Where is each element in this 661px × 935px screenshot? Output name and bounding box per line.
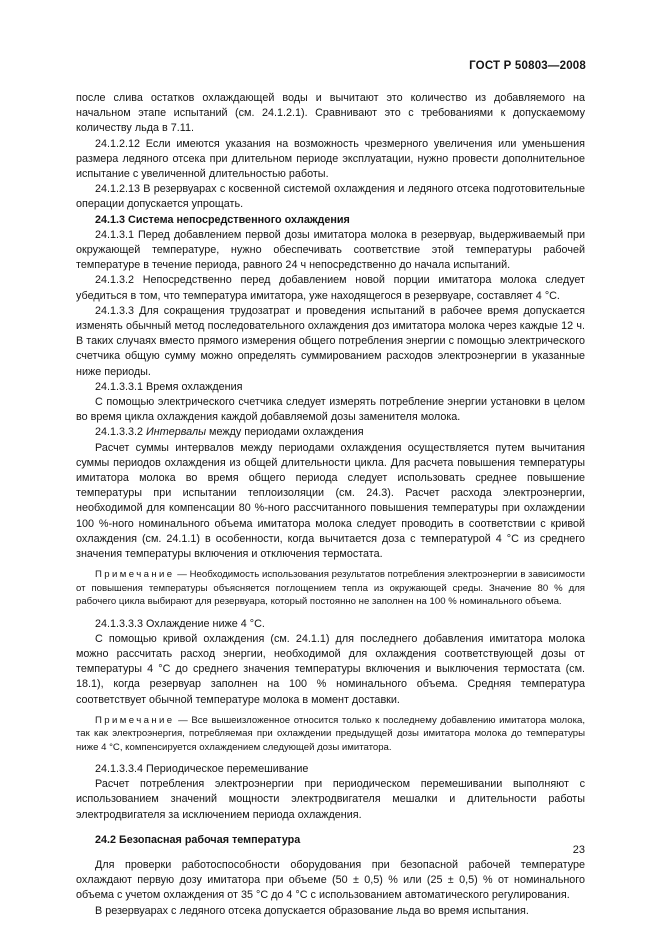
note-text: — Все вышеизложенное относится только к последнему добавлению имитатора молока, так как электроэнергия, потребляемая при охлаждении предыдущей дозы имитатора молока до температуры ниже 4 °С, компенсируется охлаждением следующей дозы имитатора. (76, 714, 585, 753)
paragraph: С помощью кривой охлаждения (см. 24.1.1) для последнего добавления имитатора молока можно рассчитать расход энергии, необходимой для охлаждения соответствующей дозы от температуры 4 °С до среднего значения температуры включения и выключения термостата (см. 18.1), когда резервуар заполнен на 100 % номинального объема. Средняя температура соответствует обычной температуре молока в момент доставки. (76, 632, 585, 706)
italic-term: Интервалы (146, 426, 207, 439)
paragraph: Расчет суммы интервалов между периодами охлаждения осуществляется путем вычитания суммы периодов охлаждения из общей длительности цикла. Для расчета повышения температуры имитатора молока во время общего периода следует использовать среднее повышение температуры при испытании теплоизоляции (см. 24.3). Расчет расхода электроэнергии, необходимой для компенсации 80 %-ного рассчитанного повышения температуры при охлаждении 100 %-ного номинального объема имитатора молока следует проводить в соответствии с кривой охлаждения (см. 24.1.1) в особенности, когда вычитается доза с температурой 4 °С из среднего значения температуры включения и отключения термостата. (76, 441, 585, 561)
note (76, 714, 585, 754)
section-heading-24-1-3: 24.1.3 Система непосредственного охлаждения (95, 213, 350, 226)
page-body (76, 91, 585, 919)
document-header: ГОСТ Р 50803—2008 (469, 60, 586, 72)
note-label: Примечание (95, 714, 175, 726)
paragraph: В резервуарах с ледяного отсека допускается образование льда во время испытания. (95, 904, 529, 917)
note-text: — Необходимость использования результатов потребления электроэнергии в зависимости от повышения температуры объясняется поглощением тепла из окружающей среды. Значение 80 % для рабочего цикла выбирают для резервуара, который постоянно не заполнен на 100 % номинального объема. (76, 569, 585, 608)
subclause-heading-24-1-3-3-2 (76, 425, 585, 440)
note (76, 568, 585, 608)
paragraph: Для проверки работоспособности оборудования при безопасной рабочей температуре охлаждают первую дозу имитатора при объеме (50 ± 0,5) % или (25 ± 0,5) % от номинального объема с учетом охлаждения от 35 °С до 4 °С с использованием автоматического регулирования. (76, 858, 585, 902)
clause-24-1-3-1: 24.1.3.1 Перед добавлением первой дозы имитатора молока в резервуар, выдерживаемый при окружающей температуре, нужно обеспечивать соответствие этой температуры рабочей температуре в течение периода, равного 24 ч непосредственно до начала испытаний. (76, 228, 585, 272)
note-label: Примечание (95, 569, 175, 581)
clause-24-1-3-3: 24.1.3.3 Для сокращения трудозатрат и проведения испытаний в рабочее время допускается изменять обычный метод последовательного охлаждения доз имитатора молока через каждые 12 ч. В таких случаях вместо прямого измерения общего потребления энергии с помощью электрического счетчика общую сумму можно определять суммированием расходов электроэнергии в указанные ниже периоды. (76, 304, 585, 378)
clause-24-1-3-2: 24.1.3.2 Непосредственно перед добавлением новой порции имитатора молока следует убедиться в том, что температура имитатора, уже находящегося в резервуаре, составляет 4 °С. (76, 274, 585, 302)
subclause-heading-24-1-3-3-4: 24.1.3.3.4 Периодическое перемешивание (95, 762, 309, 775)
heading-text: между периодами охлаждения (209, 426, 364, 439)
clause-number: 24.1.3.3.2 (95, 426, 144, 439)
clause-24-1-2-12: 24.1.2.12 Если имеются указания на возможность чрезмерного увеличения или уменьшения размера ледяного отсека при длительном периоде эксплуатации, нужно провести дополнительное испытание с увеличенной длительностью работы. (76, 137, 585, 181)
clause-24-1-2-13: 24.1.2.13 В резервуарах с косвенной системой охлаждения и ледяного отсека подготовительные операции допускается упрощать. (76, 183, 585, 211)
paragraph: С помощью электрического счетчика следует измерять потребление энергии установки в целом во время цикла охлаждения каждой добавляемой дозы заменителя молока. (76, 396, 585, 424)
paragraph: Расчет потребления электроэнергии при периодическом перемешивании выполняют с использованием значений мощности электродвигателя мешалки и длительности работы электродвигателя за исключением периода охлаждения. (76, 778, 585, 821)
page-number: 23 (572, 844, 585, 856)
section-heading-24-2: 24.2 Безопасная рабочая температура (95, 833, 301, 846)
subclause-heading-24-1-3-3-3: 24.1.3.3.3 Охлаждение ниже 4 °С. (95, 617, 265, 630)
paragraph: после слива остатков охлаждающей воды и вычитают это количество из добавляемого на начальном этапе испытаний (см. 24.1.2.1). Сравнивают это с требованиями к допускаемому количеству льда в 7.11. (76, 92, 585, 135)
subclause-heading-24-1-3-3-1: 24.1.3.3.1 Время охлаждения (95, 380, 243, 393)
